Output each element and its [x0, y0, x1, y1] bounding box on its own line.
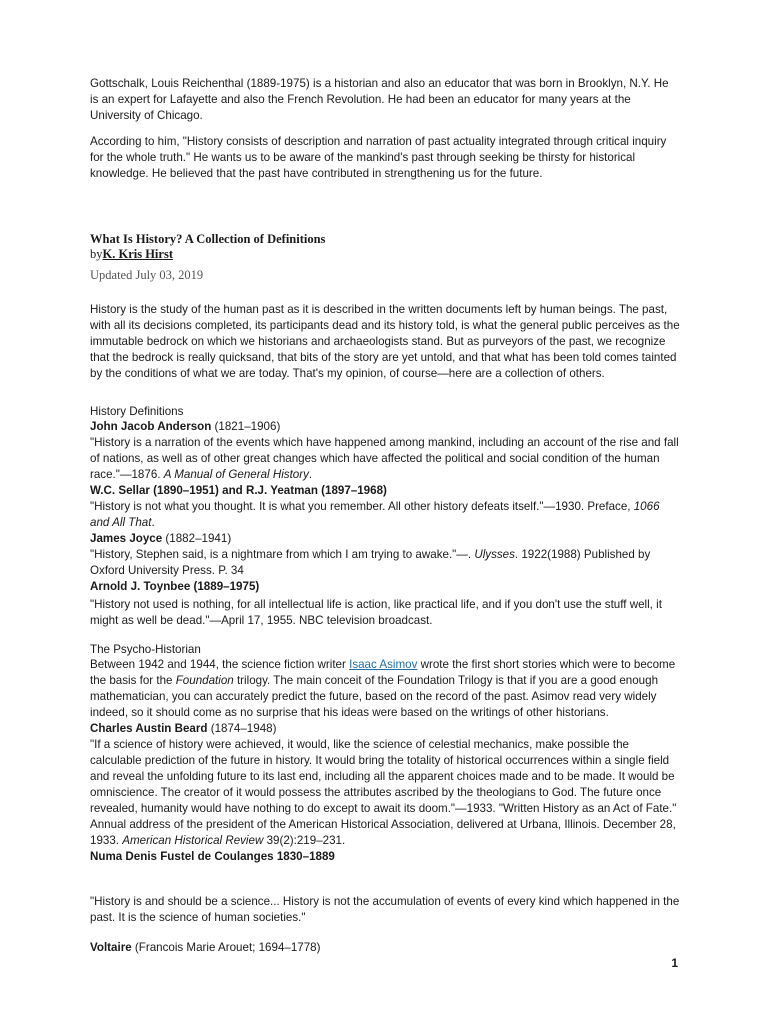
toynbee-quote: "History not used is nothing, for all intellectual life is action, like practical life, and if you don't use the stuff well, it might as well be dead."—April 17, 1955. NBC television broadcast. [90, 598, 662, 627]
joyce-dates: (1882–1941) [162, 532, 232, 545]
anderson-source: A Manual of General History [163, 468, 309, 481]
page-number: 1 [671, 956, 678, 970]
voltaire-name: Voltaire [90, 941, 132, 954]
psycho-section [90, 657, 680, 865]
anderson-quote: "History is a narration of the events which have happened among mankind, including an account of the rise and fall of nations, as well as of other great changes which have affected the political and social condition of the human race."—1876. A Manual of General History. [90, 436, 679, 481]
sellar-entry: W.C. Sellar (1890–1951) and R.J. Yeatman (1897–1968) [90, 484, 387, 497]
beard-dates: (1874–1948) [207, 722, 277, 735]
beard-source: American Historical Review [122, 834, 264, 847]
article-header [90, 232, 680, 262]
definitions-heading: History Definitions [90, 405, 184, 418]
toynbee-entry: Arnold J. Toynbee (1889–1975) [90, 580, 260, 593]
intro-paragraph-1: Gottschalk, Louis Reichenthal (1889-1975) is a historian and also an educator that was born in Brooklyn, N.Y. He is an expert for Lafayette and also the French Revolution. He had been an educator for many years at the University of Chicago. [90, 77, 669, 122]
foundation-title: Foundation [175, 674, 234, 687]
psycho-heading: The Psycho-Historian [90, 643, 201, 656]
anderson-dates: (1821–1906) [211, 420, 281, 433]
joyce-quote: "History, Stephen said, is a nightmare from which I am trying to awake."—. Ulysses. 1922(1988) Published by Oxford University Press. P. 34 [90, 548, 651, 577]
article-byline [90, 247, 680, 262]
beard-name: Charles Austin Beard [90, 722, 208, 735]
article-lead: History is the study of the human past as it is described in the written documents left by human beings. The past, with all its decisions completed, its participants dead and its history told, is what the general public perceives as the immutable bedrock on which we historians and archaeologists stand. But as purveyors of the past, we recognize that the bedrock is really quicksand, that bits of the story are yet untold, and that what has been told comes tainted by the conditions of what we are today. That's my opinion, of course—here are a collection of others. [90, 303, 680, 380]
fustel-quote: "History is and should be a science... History is not the accumulation of events of every kind which happened in the past. It is the science of human societies." [90, 895, 680, 924]
voltaire-dates: (Francois Marie Arouet; 1694–1778) [131, 941, 321, 954]
anderson-entry [90, 419, 680, 435]
updated-date: Updated July 03, 2019 [90, 268, 204, 282]
intro-paragraph-2: According to him, "History consists of description and narration of past actuality integrated through critical inquiry for the whole truth." He wants us to be aware of the mankind's past through seeking be thirsty for historical knowledge. He believed that the past have contributed in strengthening us for the future. [90, 135, 667, 180]
article-title: What Is History? A Collection of Definitions [90, 232, 326, 246]
anderson-name: John Jacob Anderson [90, 420, 212, 433]
psycho-paragraph: Between 1942 and 1944, the science fiction writer Isaac Asimov wrote the first short stories which were to become the basis for the Foundation trilogy. The main conceit of the Foundation Trilogy is that if you are a good enough mathematician, you can accurately predict the future, based on the record of the past. Asimov read very widely indeed, so it should come as no surprise that his ideas were based on the writings of other historians. [90, 658, 676, 719]
byline-prefix: by [90, 247, 103, 261]
beard-entry [90, 721, 680, 737]
isaac-asimov-link[interactable]: Isaac Asimov [349, 658, 418, 671]
voltaire-entry [90, 940, 680, 956]
joyce-entry [90, 531, 680, 547]
beard-quote: "If a science of history were achieved, it would, like the science of celestial mechanics, make possible the calculable prediction of the future in history. It would bring the totality of historical occurrences within a single field and reveal the unfolding future to its last end, including all the apparent choices made and to be made. It would be omniscience. The creator of it would possess the attributes ascribed by the theologians to God. The future once revealed, humanity would have nothing to do except to await its doom."—1933. "Written History as an Act of Fate." Annual address of the president of the American Historical Association, delivered at Urbana, Illinois. December 28, 1933. American Historical Review 39(2):219–231. [90, 738, 677, 847]
joyce-name: James Joyce [90, 532, 163, 545]
definitions-list [90, 419, 680, 595]
author-link[interactable]: K. Kris Hirst [102, 247, 173, 261]
sellar-quote: "History is not what you thought. It is what you remember. All other history defeats itself."—1930. Preface, 1066 and All That. [90, 500, 660, 529]
sellar-source: 1066 and All That [90, 500, 660, 529]
fustel-entry: Numa Denis Fustel de Coulanges 1830–1889 [90, 850, 335, 863]
joyce-source: Ulysses [474, 548, 515, 561]
